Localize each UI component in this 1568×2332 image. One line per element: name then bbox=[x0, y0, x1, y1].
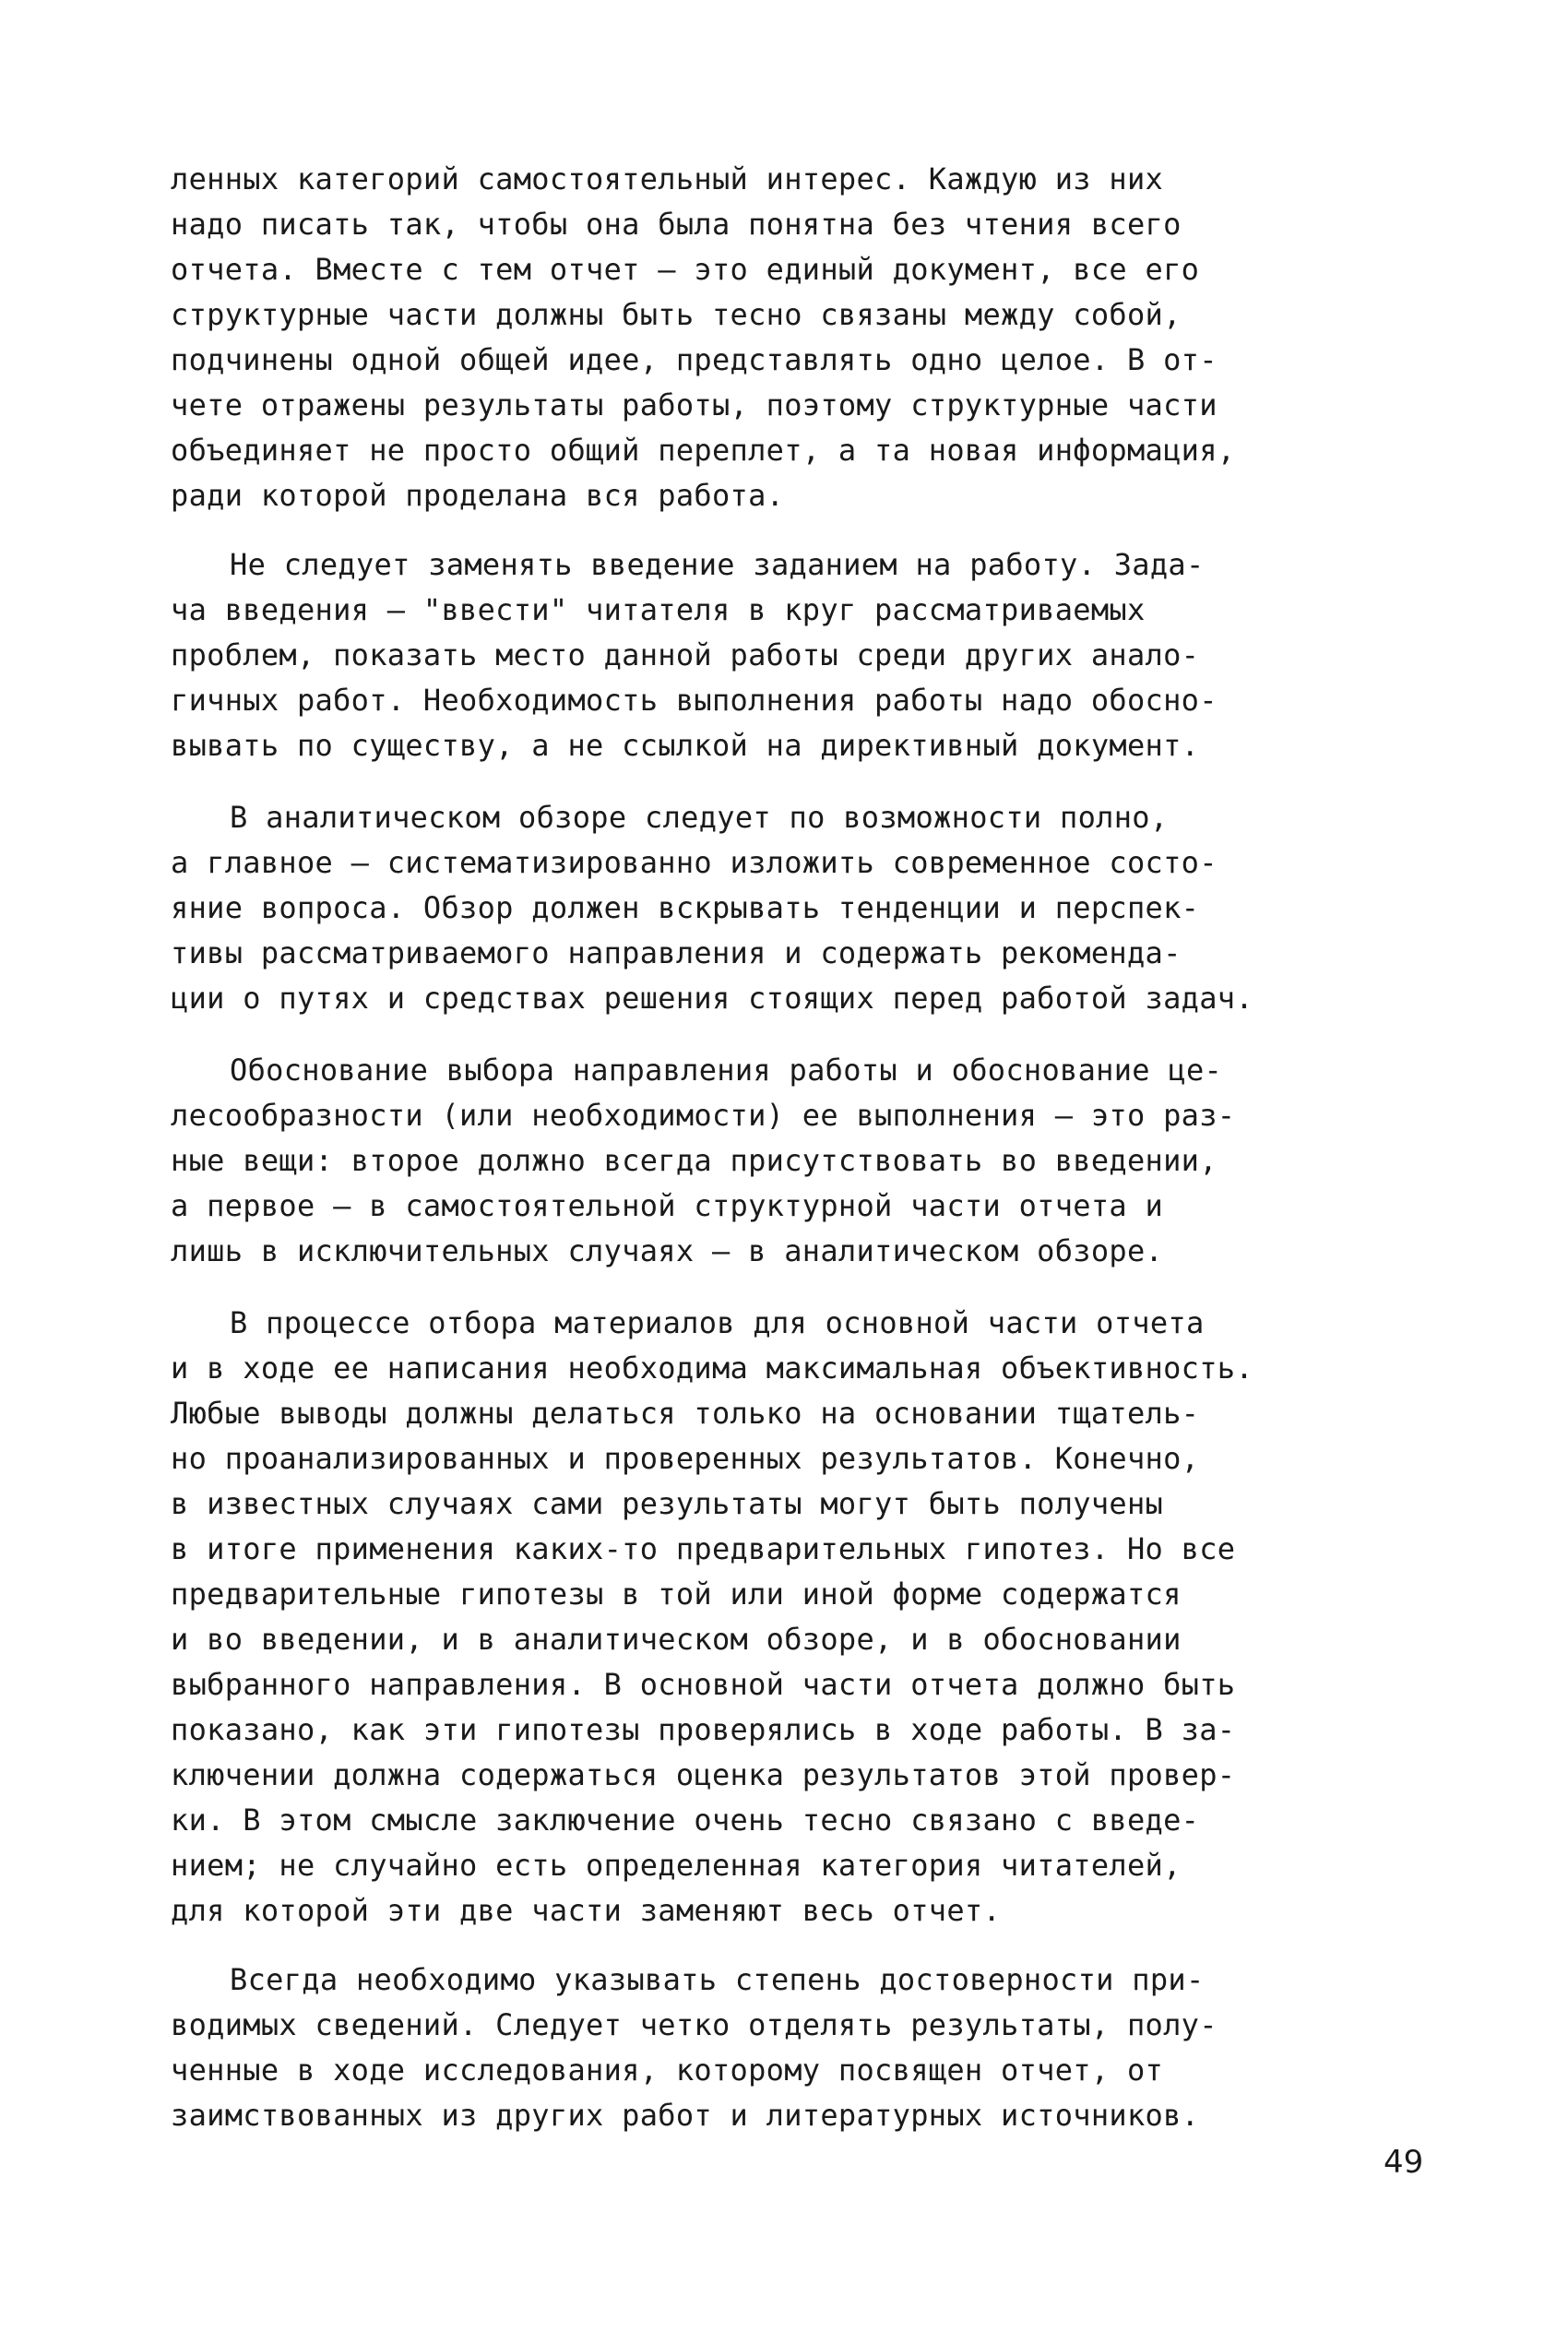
text-line: заимствованных из других работ и литературных источников. bbox=[171, 2098, 1200, 2133]
text-line: ключении должна содержаться оценка результатов этой провер- bbox=[171, 1757, 1236, 1792]
text-line: яние вопроса. Обзор должен вскрывать тенденции и перспек- bbox=[171, 890, 1200, 925]
text-line: проблем, показать место данной работы среди других анало- bbox=[171, 637, 1200, 672]
text-line: отчета. Вместе с тем отчет – это единый документ, все его bbox=[171, 252, 1200, 287]
text-line: ради которой проделана вся работа. bbox=[171, 478, 785, 513]
text-line: в итоге применения каких-то предварительных гипотез. Но все bbox=[171, 1531, 1236, 1566]
text-line: лесообразности (или необходимости) ее выполнения – это раз- bbox=[171, 1098, 1236, 1133]
text-line: В процессе отбора материалов для основной части отчета bbox=[230, 1305, 1205, 1340]
text-line: но проанализированных и проверенных результатов. Конечно, bbox=[171, 1441, 1200, 1476]
paragraph-3 bbox=[171, 795, 1462, 1021]
text-line: для которой эти две части заменяют весь отчет. bbox=[171, 1893, 1002, 1928]
text-line: а главное – систематизированно изложить современное состо- bbox=[171, 845, 1218, 880]
paragraph-1 bbox=[171, 157, 1462, 518]
page-number: 49 bbox=[1384, 2144, 1424, 2181]
text-line: чете отражены результаты работы, поэтому структурные части bbox=[171, 387, 1218, 422]
text-line: вывать по существу, а не ссылкой на директивный документ. bbox=[171, 728, 1200, 763]
text-line: Всегда необходимо указывать степень достоверности при- bbox=[230, 1962, 1205, 1997]
text-line: ные вещи: второе должно всегда присутствовать во введении, bbox=[171, 1143, 1218, 1178]
text-line: предварительные гипотезы в той или иной форме содержатся bbox=[171, 1576, 1182, 1612]
text-line: а первое – в самостоятельной структурной части отчета и bbox=[171, 1188, 1164, 1223]
text-line: нием; не случайно есть определенная категория читателей, bbox=[171, 1848, 1182, 1883]
text-line: Обоснование выбора направления работы и обоснование це- bbox=[230, 1053, 1223, 1088]
text-line: показано, как эти гипотезы проверялись в ходе работы. В за- bbox=[171, 1712, 1236, 1747]
text-line: надо писать так, чтобы она была понятна без чтения всего bbox=[171, 207, 1182, 242]
text-line: структурные части должны быть тесно связаны между собой, bbox=[171, 297, 1182, 332]
text-line: ленных категорий самостоятельный интерес. Каждую из них bbox=[171, 161, 1164, 196]
paragraph-4 bbox=[171, 1048, 1462, 1274]
text-line: подчинены одной общей идее, представлять одно целое. В от- bbox=[171, 342, 1218, 377]
text-line: выбранного направления. В основной части отчета должно быть bbox=[171, 1667, 1236, 1702]
text-line: ча введения – "ввести" читателя в круг рассматриваемых bbox=[171, 592, 1146, 627]
text-line: Любые выводы должны делаться только на основании тщатель- bbox=[171, 1396, 1200, 1431]
text-line: и во введении, и в аналитическом обзоре, и в обосновании bbox=[171, 1622, 1182, 1657]
text-line: тивы рассматриваемого направления и содержать рекоменда- bbox=[171, 935, 1182, 970]
text-line: ченные в ходе исследования, которому посвящен отчет, от bbox=[171, 2052, 1164, 2088]
text-line: Не следует заменять введение заданием на работу. Зада- bbox=[230, 547, 1205, 582]
text-line: лишь в исключительных случаях – в аналитическом обзоре. bbox=[171, 1233, 1164, 1268]
text-line: гичных работ. Необходимость выполнения работы надо обосно- bbox=[171, 683, 1218, 718]
text-line: ки. В этом смысле заключение очень тесно связано с введе- bbox=[171, 1803, 1200, 1838]
paragraph-2 bbox=[171, 542, 1462, 768]
paragraph-5 bbox=[171, 1301, 1462, 1933]
text-line: ции о путях и средствах решения стоящих перед работой задач. bbox=[171, 981, 1253, 1016]
paragraph-6 bbox=[171, 1957, 1462, 2138]
text-line: объединяет не просто общий переплет, а та новая информация, bbox=[171, 433, 1236, 468]
text-line: в известных случаях сами результаты могут быть получены bbox=[171, 1486, 1164, 1521]
text-line: и в ходе ее написания необходима максимальная объективность. bbox=[171, 1350, 1253, 1386]
text-line: В аналитическом обзоре следует по возможности полно, bbox=[230, 800, 1169, 835]
text-line: водимых сведений. Следует четко отделять результаты, полу- bbox=[171, 2007, 1218, 2042]
